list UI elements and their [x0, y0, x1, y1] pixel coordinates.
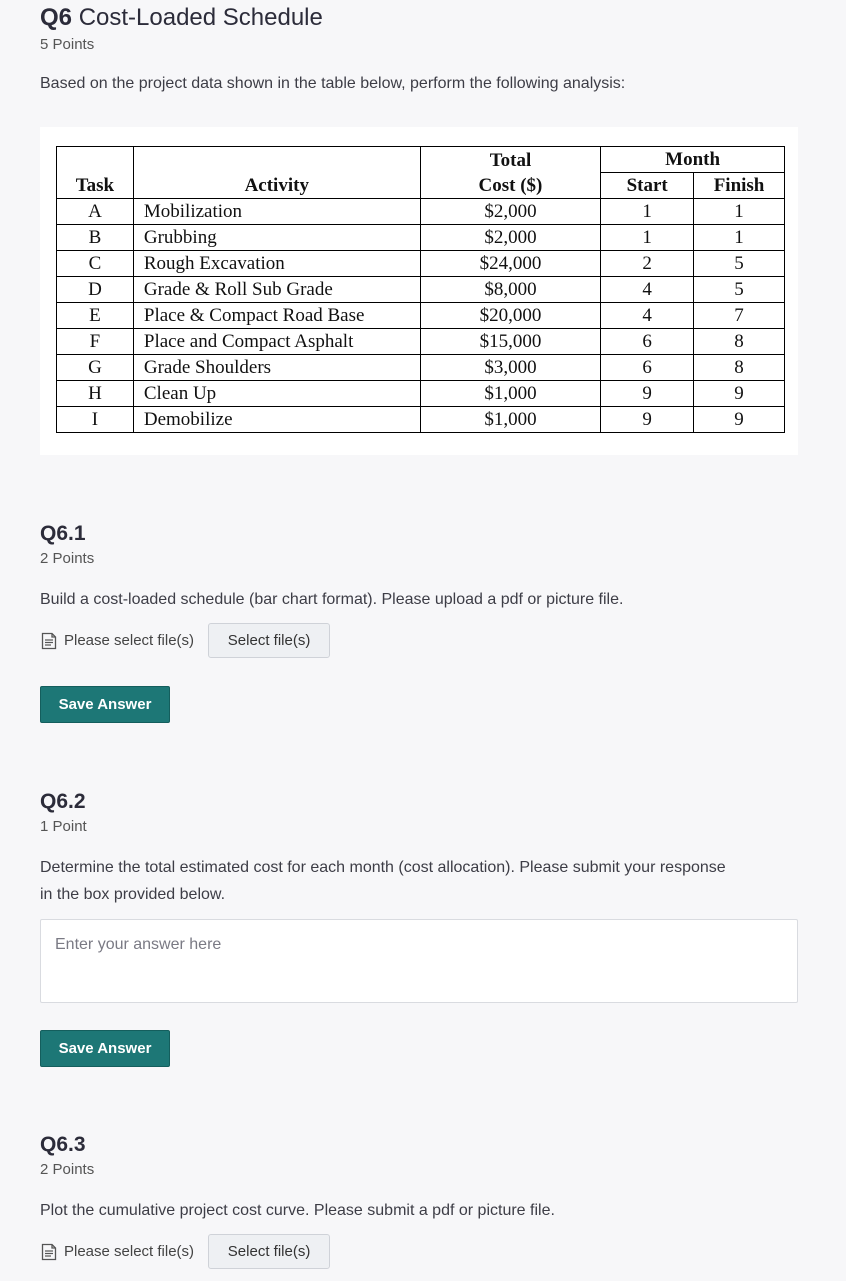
cell-start: 6 [601, 329, 694, 355]
cell-start: 4 [601, 277, 694, 303]
question-number: Q6 [40, 4, 73, 31]
cell-activity: Grade Shoulders [133, 355, 420, 381]
header-start: Start [601, 173, 694, 199]
cell-cost: $2,000 [420, 225, 601, 251]
cell-finish: 8 [694, 329, 785, 355]
table-row [57, 355, 785, 381]
cell-start: 6 [601, 355, 694, 381]
header-task: Task [57, 147, 134, 199]
q61-save-answer-button[interactable]: Save Answer [40, 686, 170, 723]
table-row [57, 329, 785, 355]
table-row [57, 407, 785, 433]
cell-task: G [57, 355, 134, 381]
table-header-row [57, 147, 785, 173]
cell-cost: $1,000 [420, 381, 601, 407]
q63-points: 2 Points [40, 1161, 95, 1178]
document-icon [40, 1243, 58, 1261]
q61-header [40, 522, 94, 568]
cell-start: 9 [601, 407, 694, 433]
table-row [57, 199, 785, 225]
cell-task: E [57, 303, 134, 329]
cell-start: 4 [601, 303, 694, 329]
q63-select-files-button[interactable]: Select file(s) [208, 1234, 330, 1269]
cell-activity: Demobilize [133, 407, 420, 433]
cell-activity: Grubbing [133, 225, 420, 251]
cell-task: F [57, 329, 134, 355]
cell-finish: 5 [694, 251, 785, 277]
q61-title: Q6.1 [40, 522, 86, 545]
cell-finish: 9 [694, 381, 785, 407]
q62-points: 1 Point [40, 818, 87, 835]
cell-activity: Mobilization [133, 199, 420, 225]
q61-points: 2 Points [40, 550, 95, 567]
table-row [57, 381, 785, 407]
cell-cost: $15,000 [420, 329, 601, 355]
cell-finish: 5 [694, 277, 785, 303]
project-data-table [56, 146, 785, 433]
cell-cost: $1,000 [420, 407, 601, 433]
q61-prompt: Build a cost-loaded schedule (bar chart format). Please upload a pdf or picture file. [40, 591, 624, 608]
q61-file-row [40, 623, 330, 658]
q63-header [40, 1133, 94, 1179]
table-row [57, 303, 785, 329]
q63-file-row [40, 1234, 330, 1269]
header-total-cost [420, 147, 601, 199]
question-points: 5 Points [40, 36, 95, 53]
cell-task: H [57, 381, 134, 407]
cell-start: 9 [601, 381, 694, 407]
cell-activity: Place and Compact Asphalt [133, 329, 420, 355]
q63-prompt: Plot the cumulative project cost curve. Please submit a pdf or picture file. [40, 1202, 555, 1219]
header-finish: Finish [694, 173, 785, 199]
cell-task: B [57, 225, 134, 251]
q62-header [40, 790, 87, 836]
cell-activity: Grade & Roll Sub Grade [133, 277, 420, 303]
cell-start: 2 [601, 251, 694, 277]
cell-finish: 1 [694, 199, 785, 225]
q62-answer-input[interactable] [40, 919, 798, 1003]
table-row [57, 251, 785, 277]
cell-task: A [57, 199, 134, 225]
cell-activity: Place & Compact Road Base [133, 303, 420, 329]
cell-activity: Rough Excavation [133, 251, 420, 277]
cell-task: D [57, 277, 134, 303]
cell-cost: $24,000 [420, 251, 601, 277]
header-month: Month [601, 147, 785, 173]
cell-task: C [57, 251, 134, 277]
q61-select-files-button[interactable]: Select file(s) [208, 623, 330, 658]
cell-cost: $20,000 [420, 303, 601, 329]
cell-start: 1 [601, 225, 694, 251]
q62-prompt: Determine the total estimated cost for each month (cost allocation). Please submit your response in the box provided below. [40, 859, 726, 903]
q63-title: Q6.3 [40, 1133, 86, 1156]
project-data-table-card [40, 127, 798, 455]
document-icon [40, 632, 58, 650]
q63-file-label: Please select file(s) [64, 1243, 195, 1260]
q62-title: Q6.2 [40, 790, 86, 813]
cell-finish: 8 [694, 355, 785, 381]
cell-cost: $8,000 [420, 277, 601, 303]
cell-finish: 7 [694, 303, 785, 329]
cell-finish: 1 [694, 225, 785, 251]
header-activity: Activity [133, 147, 420, 199]
question-prompt: Based on the project data shown in the table below, perform the following analysis: [40, 75, 626, 92]
table-row [57, 225, 785, 251]
q62-save-answer-button[interactable]: Save Answer [40, 1030, 170, 1067]
question-title-text: Cost-Loaded Schedule [78, 4, 323, 31]
q61-file-label: Please select file(s) [64, 632, 195, 649]
header-total-cost-line1: Total [489, 150, 532, 171]
question-header [40, 0, 323, 54]
table-row [57, 277, 785, 303]
cell-start: 1 [601, 199, 694, 225]
header-total-cost-line2: Cost ($) [478, 175, 543, 196]
cell-finish: 9 [694, 407, 785, 433]
cell-cost: $2,000 [420, 199, 601, 225]
cell-cost: $3,000 [420, 355, 601, 381]
question-title [40, 0, 323, 32]
cell-task: I [57, 407, 134, 433]
cell-activity: Clean Up [133, 381, 420, 407]
